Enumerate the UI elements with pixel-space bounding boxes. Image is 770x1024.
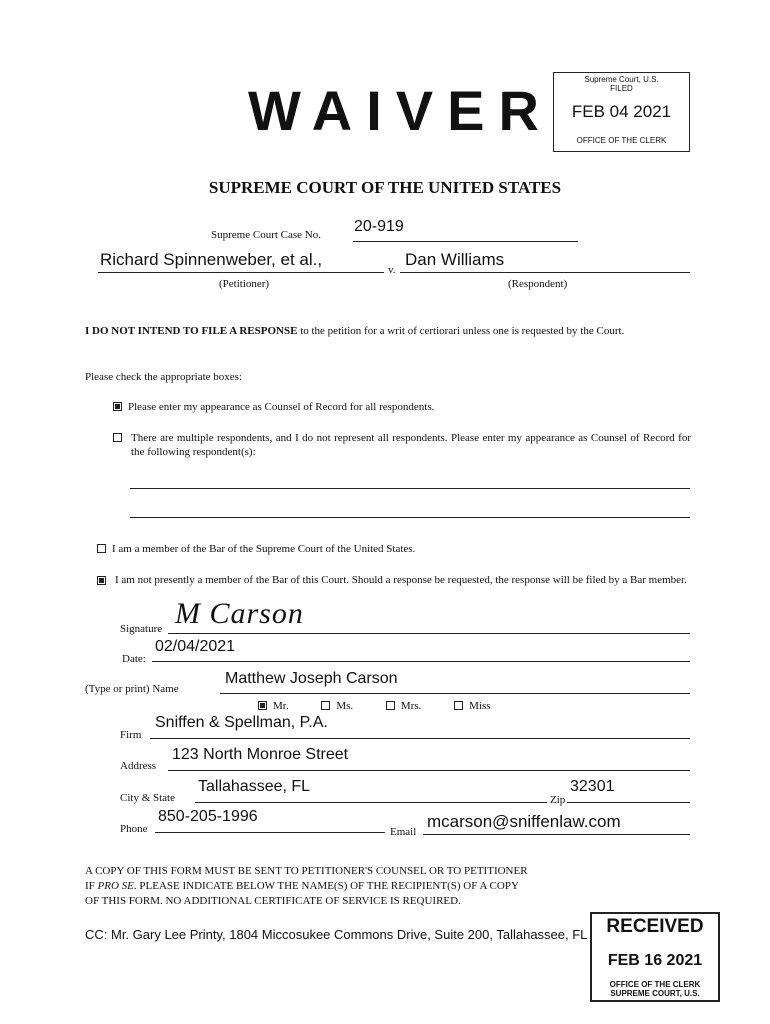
option-not-bar-member[interactable] xyxy=(97,574,692,586)
address-value: 123 North Monroe Street xyxy=(172,746,349,763)
option-multiple-respondents-label: There are multiple respondents, and I do not represent all respondents. Please enter my appearance as Counsel of Record for the following respondent(s): xyxy=(131,432,691,458)
received-stamp-office: OFFICE OF THE CLERK xyxy=(609,980,701,989)
check-instruction: Please check the appropriate boxes: xyxy=(85,371,242,383)
option-all-respondents[interactable] xyxy=(113,401,434,413)
city-value: Tallahassee, FL xyxy=(198,778,311,795)
checkbox-miss[interactable] xyxy=(454,701,463,710)
cc-recipient: CC: Mr. Gary Lee Printy, 1804 Miccosukee Commons Drive, Suite 200, Tallahassee, FL xyxy=(85,927,588,942)
firm-label: Firm xyxy=(120,729,142,741)
option-bar-member[interactable] xyxy=(97,543,415,555)
phone-label: Phone xyxy=(120,823,148,835)
checkbox-multiple-respondents[interactable] xyxy=(113,433,122,442)
city-label: City & State xyxy=(120,792,175,804)
intent-rest: to the petition for a writ of certiorari unless one is requested by the Court. xyxy=(297,325,625,337)
respondent-label: (Respondent) xyxy=(508,278,568,290)
title-miss[interactable]: Miss xyxy=(454,700,490,712)
email-value: mcarson@sniffenlaw.com xyxy=(427,812,621,831)
option-not-bar-member-label: I am not presently a member of the Bar of this Court. Should a response be requested, the response will be filed by a Bar member. xyxy=(115,574,687,586)
name-value: Matthew Joseph Carson xyxy=(225,670,398,687)
phone-value: 850-205-1996 xyxy=(158,808,258,825)
respondent-name: Dan Williams xyxy=(405,250,505,269)
court-heading: SUPREME COURT OF THE UNITED STATES xyxy=(208,178,562,197)
option-bar-member-label: I am a member of the Bar of the Supreme Court of the United States. xyxy=(112,543,416,555)
case-no-label: Supreme Court Case No. xyxy=(211,229,321,241)
checkbox-ms[interactable] xyxy=(321,701,330,710)
option-multiple-respondents[interactable] xyxy=(113,431,691,459)
case-no-value: 20-919 xyxy=(354,218,404,235)
title-ms[interactable]: Ms. xyxy=(321,700,353,712)
petitioner-name: Richard Spinnenweber, et al., xyxy=(100,250,323,269)
date-label: Date: xyxy=(122,653,146,665)
versus-label: v. xyxy=(388,264,396,276)
intent-bold: I DO NOT INTEND TO FILE A RESPONSE xyxy=(85,325,298,337)
signature-line[interactable] xyxy=(168,633,690,634)
option-all-respondents-label: Please enter my appearance as Counsel of Record for all respondents. xyxy=(128,401,435,413)
zip-value: 32301 xyxy=(570,778,615,795)
received-stamp xyxy=(590,912,720,1002)
firm-value: Sniffen & Spellman, P.A. xyxy=(155,714,328,731)
respondents-line-2[interactable] xyxy=(130,517,690,518)
checkbox-bar-member[interactable] xyxy=(97,544,106,553)
filed-stamp xyxy=(553,72,690,152)
checkbox-mr[interactable] xyxy=(258,701,267,710)
date-value: 02/04/2021 xyxy=(155,638,236,655)
filed-stamp-court: Supreme Court, U.S. xyxy=(584,75,659,84)
filed-stamp-office: OFFICE OF THE CLERK xyxy=(576,136,667,145)
filed-stamp-date: FEB 04 2021 xyxy=(571,102,672,121)
intent-statement xyxy=(85,324,690,339)
title-mr[interactable]: Mr. xyxy=(258,700,289,712)
petitioner-label: (Petitioner) xyxy=(219,278,270,290)
received-stamp-date: FEB 16 2021 xyxy=(607,952,703,969)
checkbox-all-respondents[interactable] xyxy=(113,402,122,411)
title-options xyxy=(258,700,491,712)
email-label: Email xyxy=(390,826,417,838)
address-label: Address xyxy=(120,760,157,772)
received-stamp-title: RECEIVED xyxy=(606,916,704,937)
checkbox-not-bar-member[interactable] xyxy=(97,576,106,585)
document-title: WAIVER xyxy=(248,79,553,142)
checkbox-mrs[interactable] xyxy=(386,701,395,710)
title-mrs[interactable]: Mrs. xyxy=(386,700,421,712)
respondents-line-1[interactable] xyxy=(130,488,690,489)
filed-stamp-filed: FILED xyxy=(610,84,633,93)
signature-value: M Carson xyxy=(175,597,304,630)
name-label: (Type or print) Name xyxy=(85,683,179,695)
signature-label: Signature xyxy=(120,623,163,635)
zip-label: Zip xyxy=(550,794,566,806)
copy-notice: A COPY OF THIS FORM MUST BE SENT TO PETITIONER'S COUNSEL OR TO PETITIONER IF PRO SE. PLEASE INDICATE BELOW THE NAME(S) OF THE RECIPIENT(S) OF A COPY OF THIS FORM. NO ADDITIONAL CERTIFICATE OF SERVICE IS REQUIRED. xyxy=(85,865,528,907)
received-stamp-court: SUPREME COURT, U.S. xyxy=(610,989,700,998)
